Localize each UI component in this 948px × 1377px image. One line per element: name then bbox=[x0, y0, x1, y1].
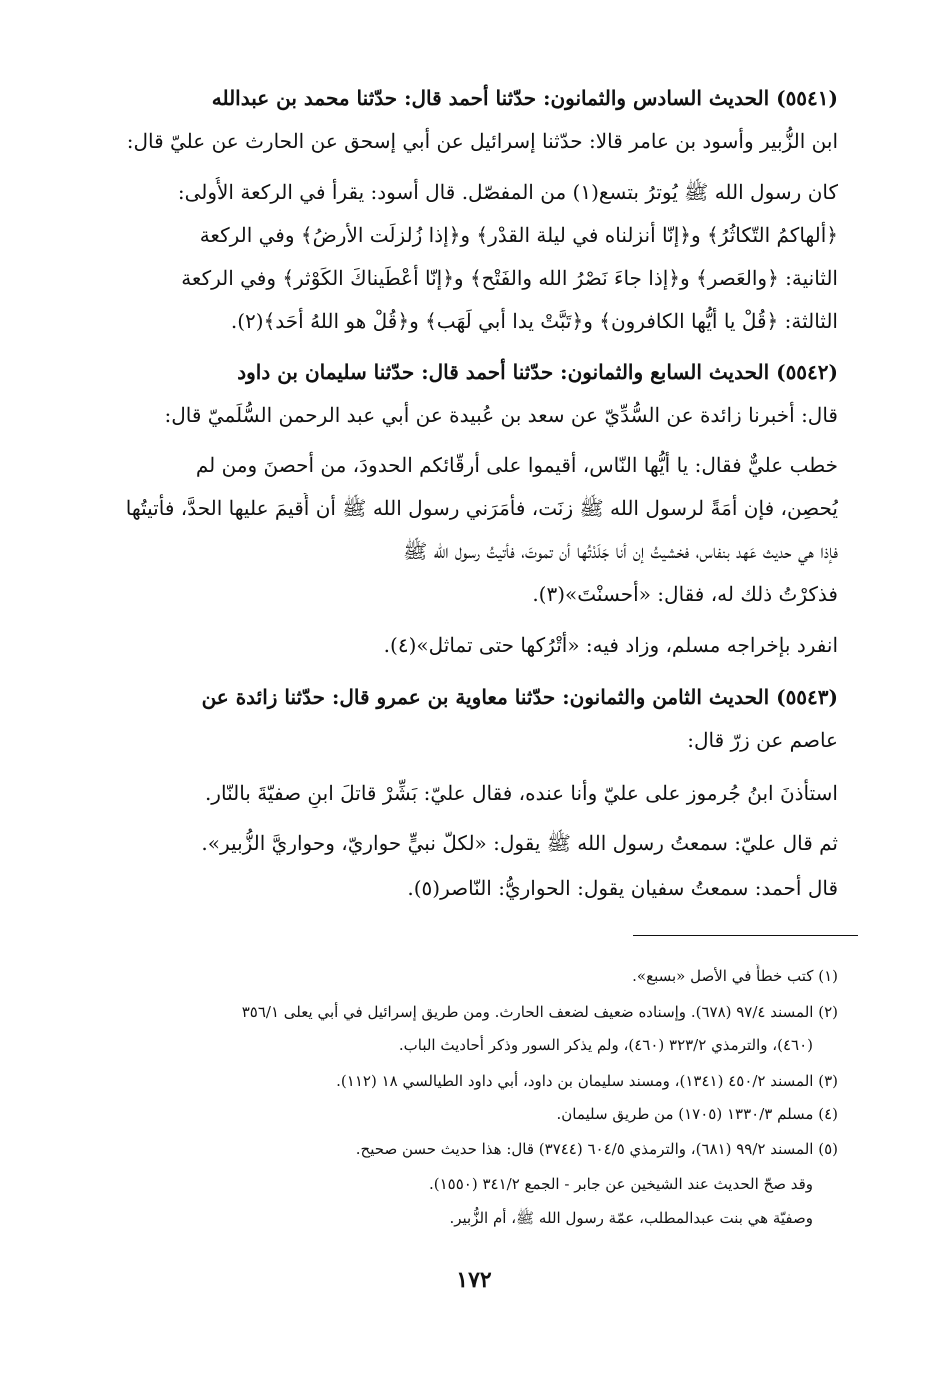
hadith-5543-heading: (٥٥٤٣) الحديث الثامن والثمانون: حدّثنا معاوية بن عمرو قال: حدّثنا زائدة عن bbox=[201, 685, 838, 709]
footnote-5-continued: وصفيّة هي بنت عبدالمطلب، عمّة رسول الله ﷺ، أم الزُّبير. bbox=[449, 1209, 813, 1227]
hadith-5542-heading: (٥٥٤٢) الحديث السابع والثمانون: حدّثنا أحمد قال: حدّثنا سليمان بن داود bbox=[237, 360, 838, 384]
hadith-5541-text-line: الثالثة: ﴿قُلْ يا أيُّها الكافرون﴾ و﴿تَبَّتْ يدا أبي لَهَب﴾ و﴿قُلْ هو اللهُ أحَد﴾(٢). bbox=[230, 309, 838, 333]
hadith-5541-text-line: الثانية: ﴿والعَصر﴾ و﴿إذا جاءَ نَصْرُ الله والفَتْح﴾ و﴿إنّا أعْطَيناكَ الكَوْثر﴾ وفي الركعة bbox=[181, 266, 838, 290]
hadith-5542-text-line: فذكرْتُ ذلك له، فقال: «أحسنْتَ»(٣). bbox=[532, 582, 838, 606]
hadith-5541-heading: (٥٥٤١) الحديث السادس والثمانون: حدّثنا أحمد قال: حدّثنا محمد بن عبدالله bbox=[211, 86, 838, 110]
hadith-5542-note: انفرد بإخراجه مسلم، وزاد فيه: «أتْرُكها حتى تماثل»(٤). bbox=[383, 633, 838, 657]
hadith-5542-text-line: خطب عليٌّ فقال: يا أيُّها النّاس، أقيموا على أرقّائكم الحدودَ، من أحصنَ ومن لم bbox=[195, 453, 838, 477]
footnote-2-continued: (٤٦٠)، والترمذي ٣٢٣/٢ (٤٦٠)، ولم يذكر السور وذكر أحاديث الباب. bbox=[398, 1036, 813, 1054]
footnote-1: (١) كتب خطأً في الأصل «بسبع». bbox=[632, 967, 838, 985]
footnote-2: (٢) المسند ٩٧/٤ (٦٧٨). وإسناده ضعيف لضعف الحارث. ومن طريق إسرائيل في أبي يعلى ٣٥٦/١ bbox=[241, 1003, 838, 1021]
hadith-5541-text-line: ﴿ألهاكمُ التّكاثُرُ﴾ و﴿إنّا أنزلناه في ليلة القدْر﴾ و﴿إذا زُلزلَت الأرضُ﴾ وفي الركعة bbox=[199, 223, 838, 247]
hadith-5542-text-line: فإذا هي حديث عَهد بنفاس، فخشيتُ إن أنا جَلَدْتُها أن تموتَ، فأتيتُ رسول الله ﷺ bbox=[403, 539, 838, 563]
hadith-5542-text-line: يُحصِن، فإن أمَةً لرسول الله ﷺ زنَت، فأمَرَني رسول الله ﷺ أن أُقيمَ عليها الحدَّ، فأتيتُها bbox=[125, 496, 838, 520]
footnote-5-continued: وقد صحّ الحديث عند الشيخين عن جابر - الجمع ٣٤١/٢ (١٥٥٠). bbox=[428, 1175, 813, 1193]
hadith-5543-text-line: قال أحمد: سمعتُ سفيان يقول: الحواريُّ: النّاصر(٥). bbox=[407, 876, 838, 900]
footnote-separator bbox=[633, 935, 858, 936]
hadith-5541-text-line: كان رسول الله ﷺ يُوترُ بتسع(١) من المفصّل. قال أسود: يقرأ في الركعة الأُولى: bbox=[177, 180, 838, 204]
hadith-5543-text-line: استأذنَ ابنُ جُرموز على عليّ وأنا عنده، فقال عليّ: بَشِّرْ قاتلَ ابنِ صفيّةَ بالنّار. bbox=[204, 781, 838, 805]
footnote-4: (٤) مسلم ١٣٣٠/٣ (١٧٠٥) من طريق سليمان. bbox=[556, 1105, 838, 1123]
footnote-3: (٣) المسند ٤٥٠/٢ (١٣٤١)، ومسند سليمان بن داود، أبي داود الطيالسي ١٨ (١١٢). bbox=[336, 1072, 838, 1090]
hadith-5543-text-line: ثم قال عليّ: سمعتُ رسول الله ﷺ يقول: «لكلّ نبيٍّ حواريّ، وحواريَّ الزُّبير». bbox=[201, 831, 838, 855]
hadith-5541-isnad: ابن الزُّبير وأسود بن عامر قالا: حدّثنا إسرائيل عن أبي إسحق عن الحارث عن عليّ قال: bbox=[126, 129, 838, 153]
page-number: ١٧٢ bbox=[456, 1267, 492, 1293]
footnote-5: (٥) المسند ٩٩/٢ (٦٨١)، والترمذي ٦٠٤/٥ (٣٧٤٤) قال: هذا حديث حسن صحيح. bbox=[355, 1140, 838, 1158]
hadith-5542-isnad: قال: أخبرنا زائدة عن السُّدِّيّ عن سعد بن عُبيدة عن أبي عبد الرحمن السُّلَميّ قال: bbox=[164, 403, 838, 427]
hadith-5543-isnad: عاصم عن زرّ قال: bbox=[687, 728, 838, 752]
